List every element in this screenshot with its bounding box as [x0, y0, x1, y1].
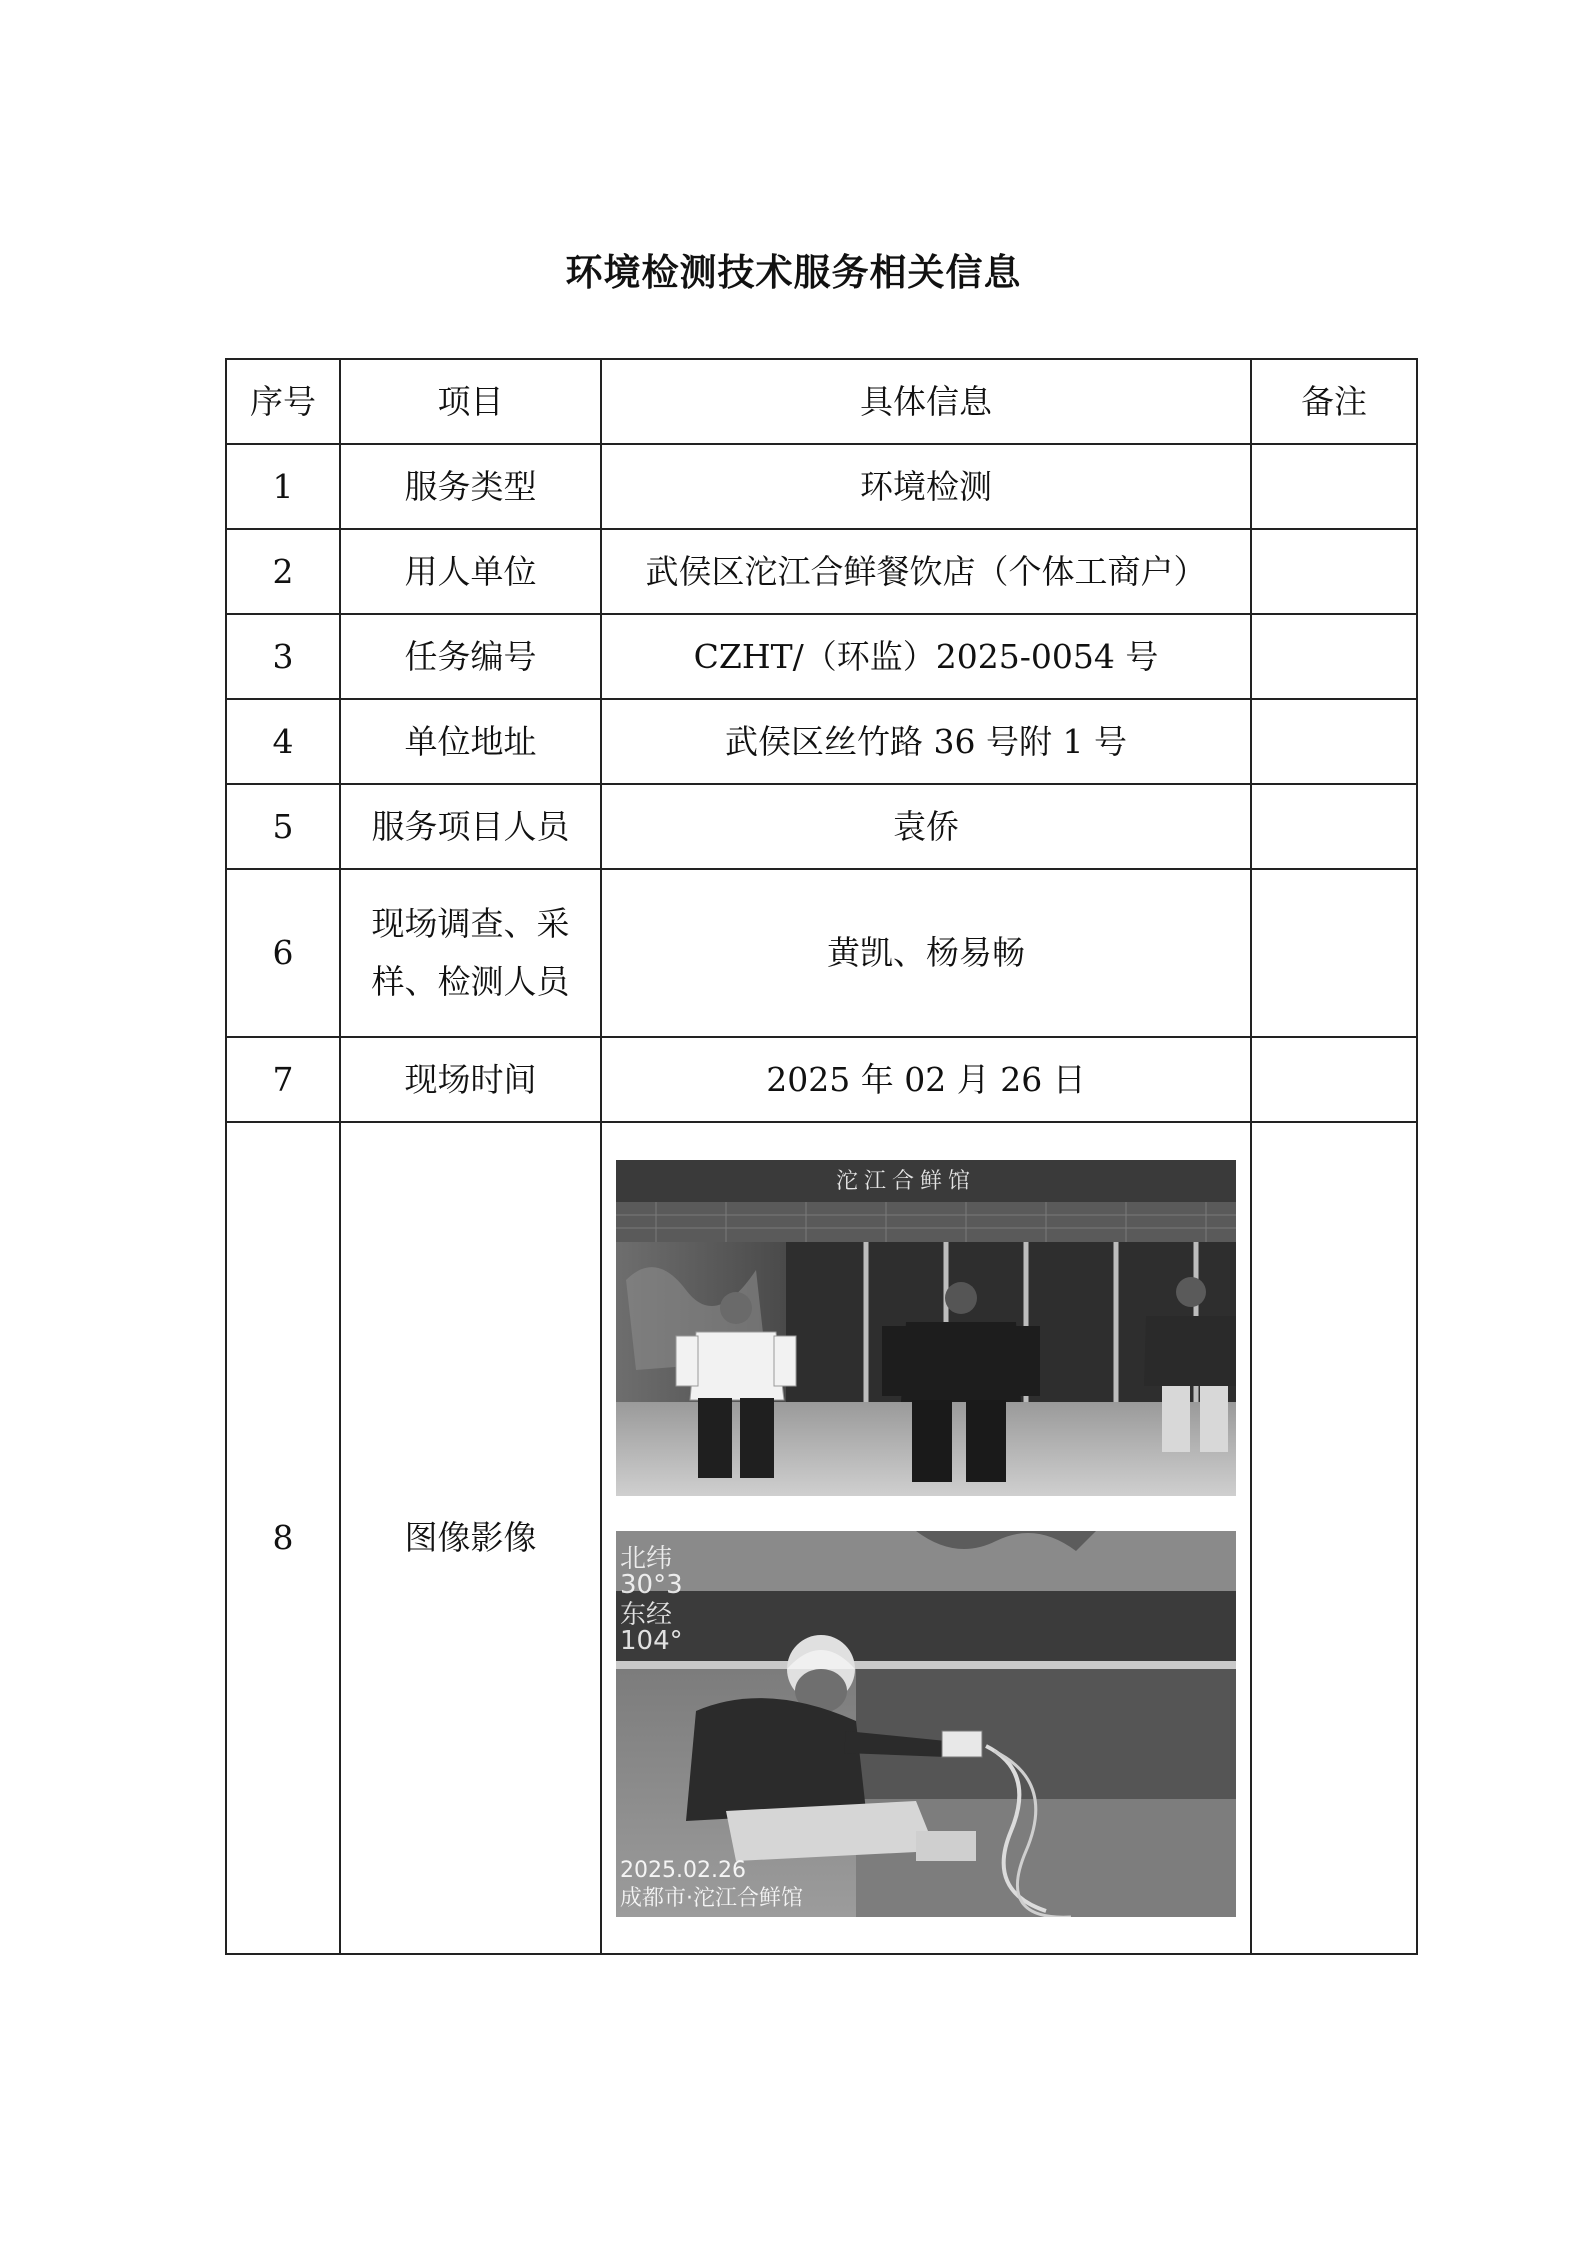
table-row — [226, 784, 1417, 869]
sign-text: 沱江合鲜馆 — [836, 1168, 977, 1194]
longitude-label: 东经 — [620, 1599, 673, 1630]
cell-item: 用人单位 — [340, 529, 601, 614]
table-row — [226, 699, 1417, 784]
cell-seq: 3 — [226, 614, 340, 699]
table-row — [226, 869, 1417, 1037]
table-row — [226, 444, 1417, 529]
table-row — [226, 1122, 1417, 1954]
cell-remark — [1251, 444, 1417, 529]
cell-detail: 2025 年 02 月 26 日 — [601, 1037, 1251, 1122]
storefront-photo — [616, 1160, 1236, 1496]
table-row — [226, 529, 1417, 614]
cell-remark — [1251, 1122, 1417, 1954]
header-item: 项目 — [340, 359, 601, 444]
cell-detail: 武侯区沱江合鲜餐饮店（个体工商户） — [601, 529, 1251, 614]
cell-item: 现场时间 — [340, 1037, 601, 1122]
cell-remark — [1251, 784, 1417, 869]
latitude-label: 北纬 — [620, 1543, 673, 1574]
sampling-photo — [616, 1531, 1236, 1917]
cell-remark — [1251, 1037, 1417, 1122]
page-title: 环境检测技术服务相关信息 — [565, 250, 1022, 294]
cell-item: 服务类型 — [340, 444, 601, 529]
cell-item: 单位地址 — [340, 699, 601, 784]
photo-place: 成都市·沱江合鲜馆 — [620, 1885, 803, 1911]
cell-detail: 武侯区丝竹路 36 号附 1 号 — [601, 699, 1251, 784]
cell-seq: 8 — [226, 1122, 340, 1954]
table-header-row — [226, 359, 1417, 444]
cell-seq: 2 — [226, 529, 340, 614]
cell-item-line: 样、检测人员 — [371, 962, 570, 1001]
cell-detail: 黄凯、杨易畅 — [601, 869, 1251, 1037]
info-table — [225, 358, 1418, 1955]
cell-item-line: 现场调查、采 — [371, 904, 570, 943]
cell-seq: 6 — [226, 869, 340, 1037]
cell-seq: 4 — [226, 699, 340, 784]
header-seq: 序号 — [226, 359, 340, 444]
cell-item: 服务项目人员 — [340, 784, 601, 869]
cell-detail: 袁侨 — [601, 784, 1251, 869]
table-row — [226, 1037, 1417, 1122]
cell-detail — [601, 1122, 1251, 1954]
longitude-value: 104° — [620, 1625, 683, 1656]
cell-remark — [1251, 614, 1417, 699]
photo-date: 2025.02.26 — [620, 1857, 746, 1883]
table-row — [226, 614, 1417, 699]
cell-remark — [1251, 699, 1417, 784]
latitude-value: 30°3 — [620, 1569, 683, 1600]
header-remark: 备注 — [1251, 359, 1417, 444]
cell-detail: CZHT/（环监）2025-0054 号 — [601, 614, 1251, 699]
cell-seq: 7 — [226, 1037, 340, 1122]
cell-detail: 环境检测 — [601, 444, 1251, 529]
cell-item: 图像影像 — [340, 1122, 601, 1954]
cell-remark — [1251, 529, 1417, 614]
cell-remark — [1251, 869, 1417, 1037]
cell-item — [340, 869, 601, 1037]
header-detail: 具体信息 — [601, 359, 1251, 444]
cell-seq: 1 — [226, 444, 340, 529]
cell-item: 任务编号 — [340, 614, 601, 699]
photo-group — [602, 1130, 1250, 1947]
cell-seq: 5 — [226, 784, 340, 869]
